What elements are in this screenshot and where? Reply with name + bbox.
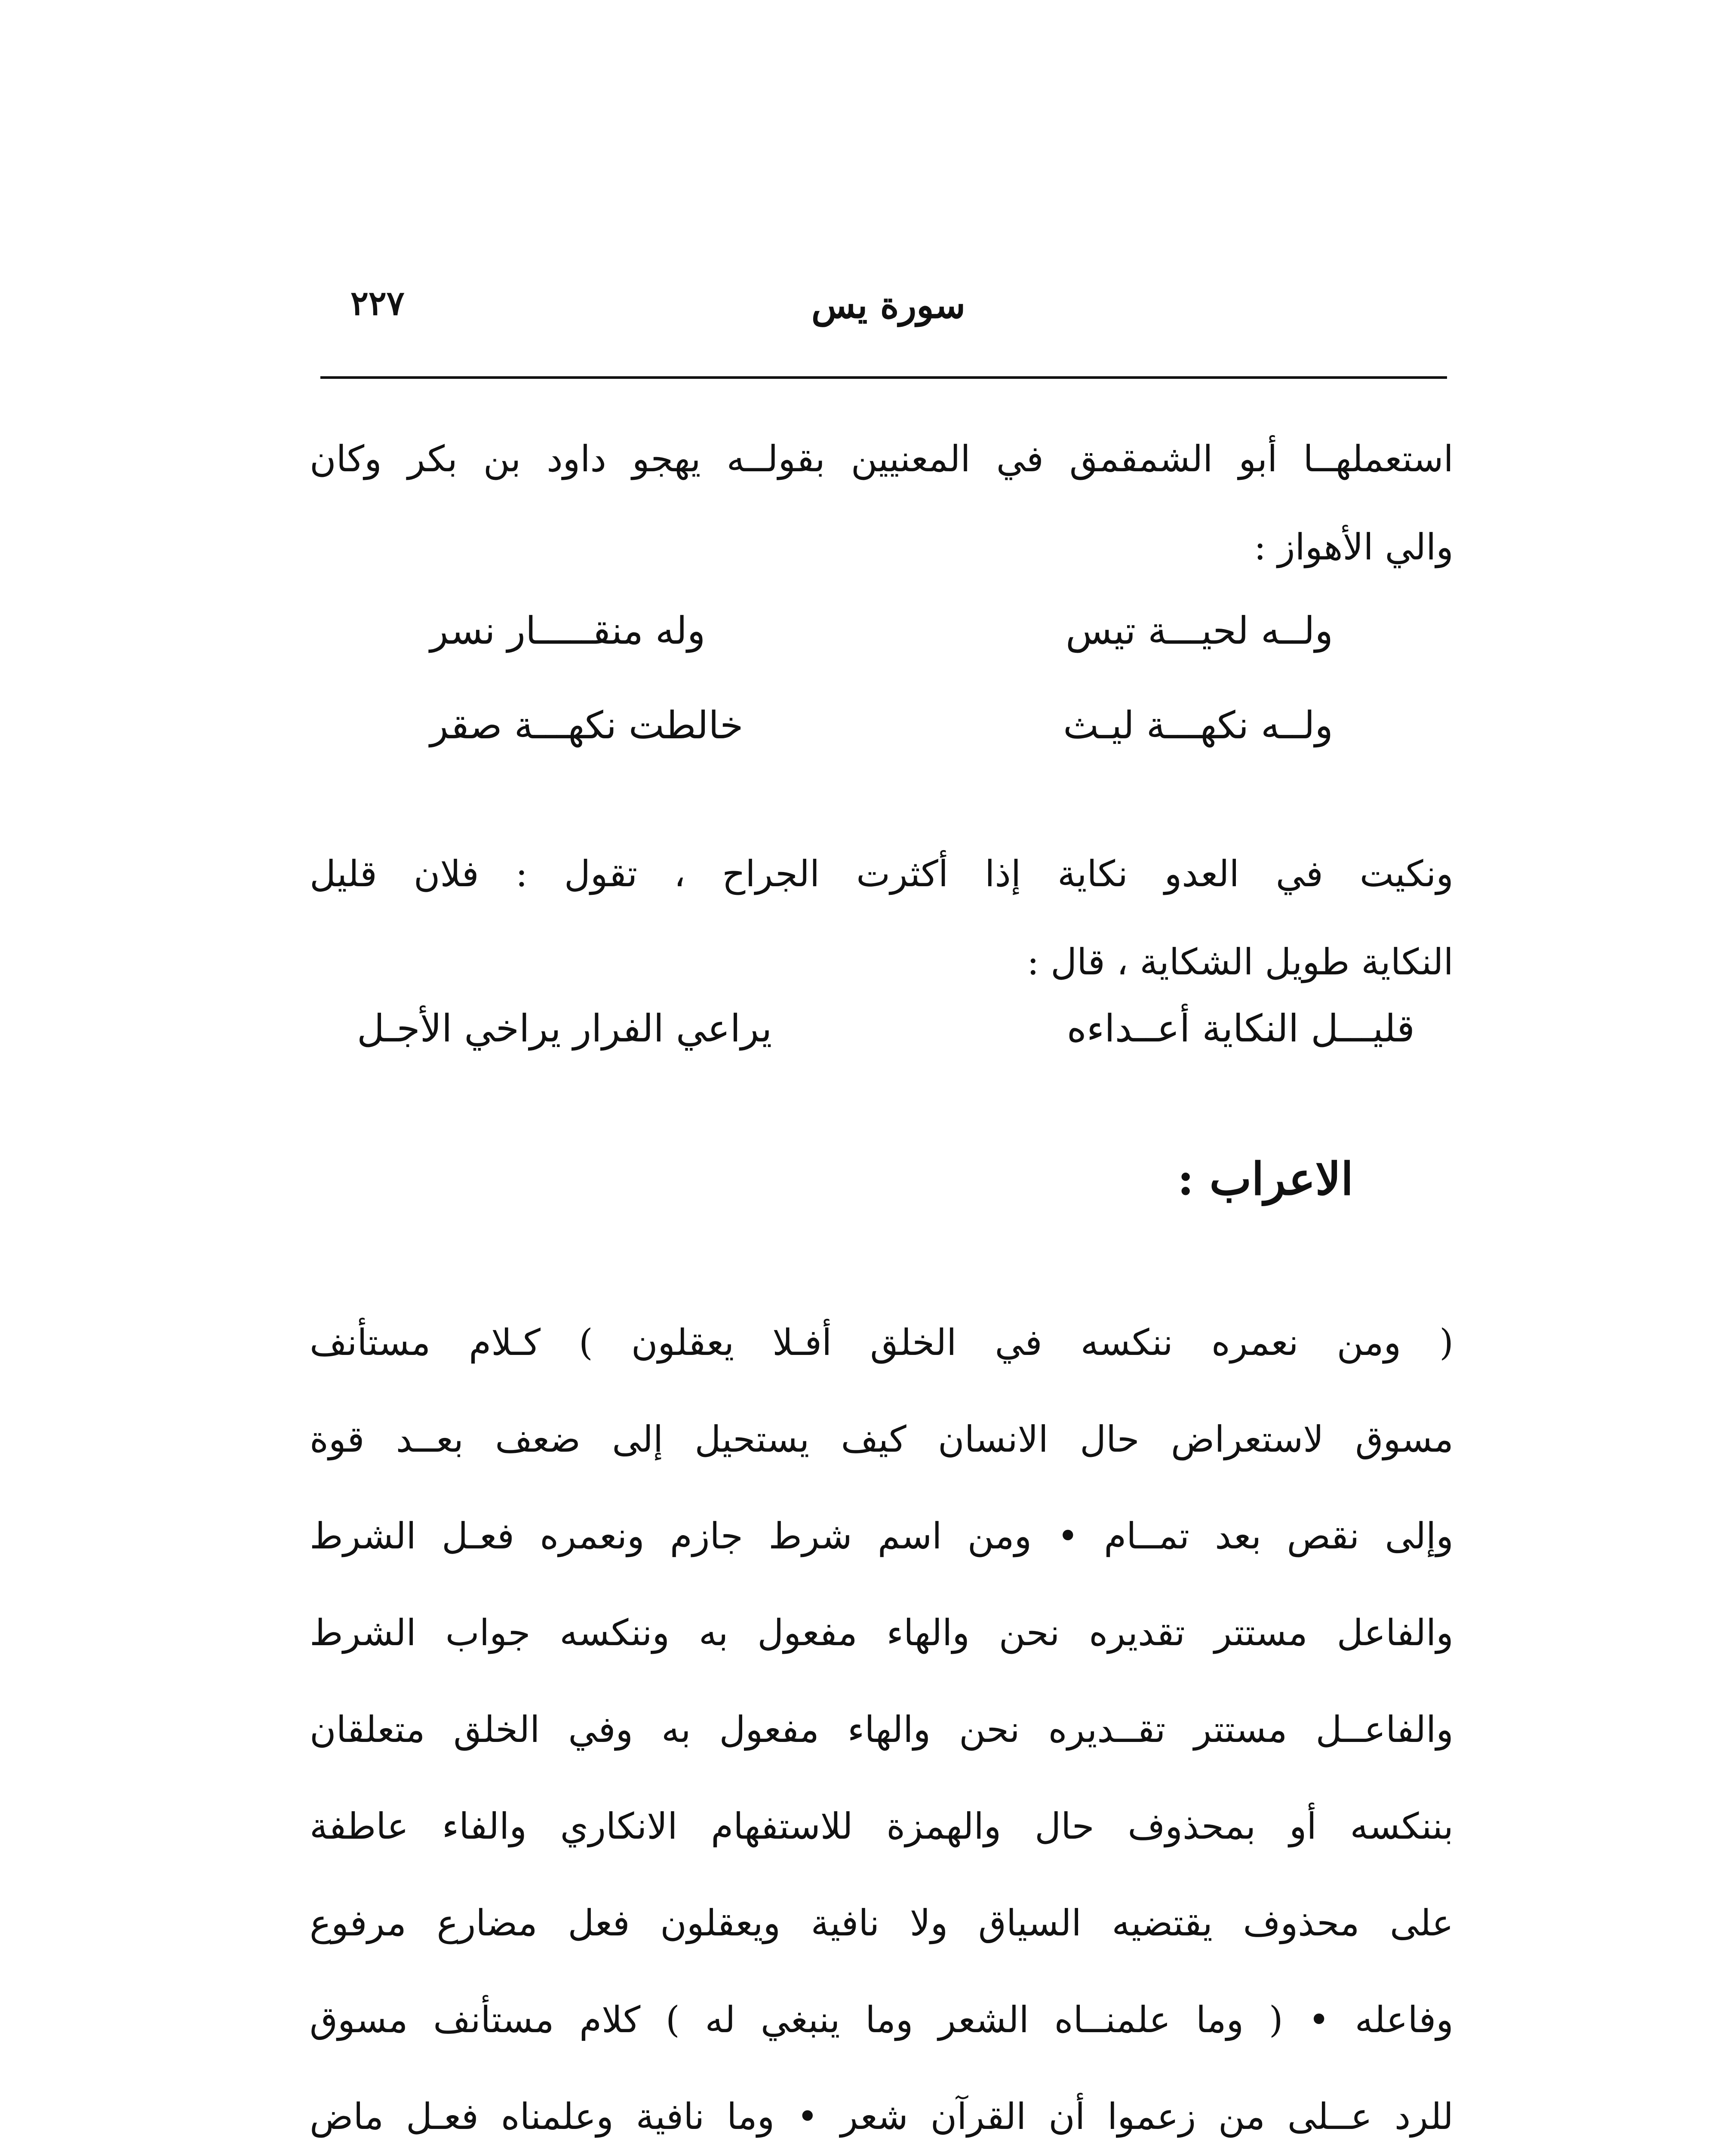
paragraph-line: النكاية طويل الشكاية ، قال : bbox=[1027, 941, 1453, 983]
paragraph-line: استعملهــا أبو الشمقمق في المعنيين بقولــه يهجو داود بن بكر وكان bbox=[310, 438, 1453, 480]
verse-second-hemistich: وله منقـــــار نسر bbox=[430, 608, 706, 653]
paragraph-line: للرد عــلى من زعموا أن القرآن شعر • وما نافية وعلمناه فعـل ماض bbox=[310, 2095, 1453, 2138]
running-title: سورة يس bbox=[811, 284, 965, 326]
verse-first-hemistich: ولــه لحيـــة تيس bbox=[1066, 608, 1333, 653]
poem-verse bbox=[357, 1006, 1415, 1066]
paragraph-line: وفاعله • ( وما علمنــاه الشعر وما ينبغي له ) كلام مستأنف مسوق bbox=[310, 1999, 1453, 2041]
paragraph-line: ( ومن نعمره ننكسه في الخلق أفـلا يعقلون ) كـلام مستأنف bbox=[310, 1321, 1453, 1364]
page-number: ٢٢٧ bbox=[350, 284, 405, 323]
nikaya-paragraph bbox=[310, 830, 1453, 1006]
irab-paragraph bbox=[310, 1294, 1453, 2150]
verse-second-hemistich: خالطت نكهـــة صقر bbox=[430, 703, 744, 747]
paragraph-line: والفاعــل مستتر تقــديره نحن والهاء مفعول به وفي الخلق متعلقان bbox=[310, 1708, 1453, 1751]
paragraph-line: بننكسه أو بمحذوف حال والهمزة للاستفهام الانكاري والفاء عاطفة bbox=[310, 1805, 1453, 1847]
header-divider bbox=[320, 376, 1447, 379]
paragraph-line: ونكيت في العدو نكاية إذا أكثرت الجراح ، تقول : فلان قليل bbox=[310, 853, 1453, 895]
paragraph-line: وإلى نقص بعد تمــام • ومن اسم شرط جازم ونعمره فعـل الشرط bbox=[310, 1515, 1454, 1557]
paragraph-line: والفاعل مستتر تقديره نحن والهاء مفعول به وننكسه جواب الشرط bbox=[310, 1612, 1453, 1654]
paragraph-line: مسوق لاستعراض حال الانسان كيف يستحيل إلى ضعف بعــد قوة bbox=[310, 1418, 1453, 1460]
verse-first-hemistich: ولــه نكهـــة ليـث bbox=[1063, 703, 1333, 747]
poem-verse bbox=[430, 608, 1333, 669]
verse-second-hemistich: يراعي الفرار يراخي الأجـل bbox=[357, 1006, 772, 1050]
section-heading: الاعراب : bbox=[1177, 1152, 1353, 1205]
intro-paragraph bbox=[310, 415, 1453, 591]
paragraph-line: والي الأهواز : bbox=[1254, 526, 1453, 568]
paragraph-line: على محذوف يقتضيه السياق ولا نافية ويعقلون فعل مضارع مرفوع bbox=[310, 1902, 1453, 1944]
verse-first-hemistich: قليـــل النكاية أعــداءه bbox=[1066, 1006, 1415, 1050]
poem-verse bbox=[430, 703, 1333, 763]
page-header bbox=[320, 275, 1447, 361]
